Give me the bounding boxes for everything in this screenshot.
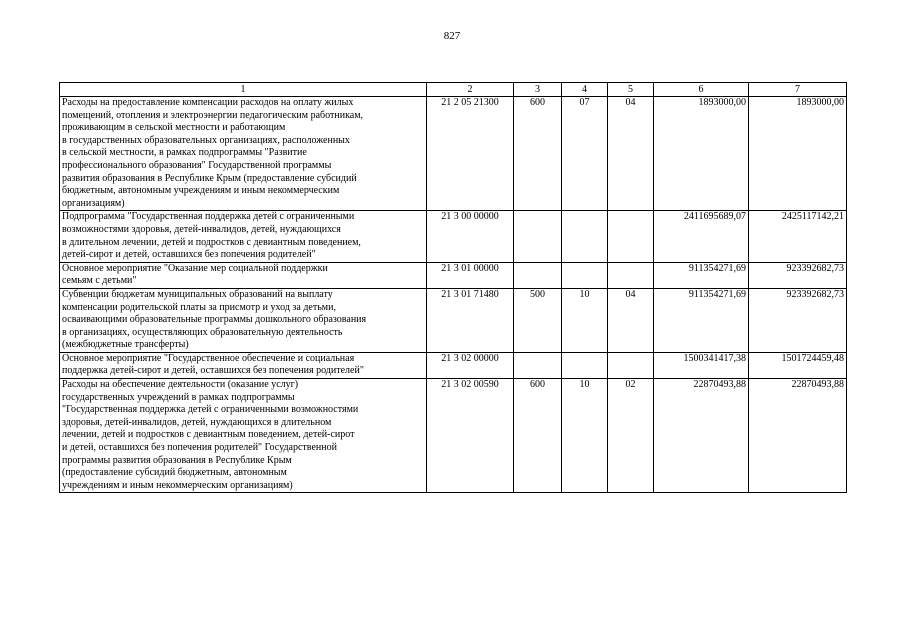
row-amount-6: 1500341417,38 bbox=[654, 352, 749, 378]
description-line: в сельской местности, в рамках подпрограммы "Развитие bbox=[62, 147, 307, 159]
row-col4 bbox=[562, 352, 608, 378]
row-amount-7: 923392682,73 bbox=[749, 262, 847, 288]
description-line: организациям) bbox=[62, 197, 125, 209]
row-amount-6: 2411695689,07 bbox=[654, 211, 749, 262]
row-amount-6: 911354271,69 bbox=[654, 262, 749, 288]
header-col-2: 2 bbox=[427, 83, 514, 97]
description-line: детей-сирот и детей, оставшихся без попечения родителей" bbox=[62, 249, 316, 261]
row-col4: 10 bbox=[562, 288, 608, 352]
row-col5: 04 bbox=[608, 288, 654, 352]
row-amount-6: 911354271,69 bbox=[654, 288, 749, 352]
description-line: "Государственная поддержка детей с ограниченными возможностями bbox=[62, 404, 359, 416]
row-col3 bbox=[514, 211, 562, 262]
description-line: здоровья, детей-инвалидов, детей, нуждающихся в длительном bbox=[62, 416, 332, 428]
table-row bbox=[60, 97, 847, 211]
description-line: развития образования в Республике Крым (предоставление субсидий bbox=[62, 172, 357, 184]
row-col5: 02 bbox=[608, 379, 654, 493]
description-line: бюджетным, автономным учреждениям и иным некоммерческим bbox=[62, 185, 340, 197]
row-col4 bbox=[562, 211, 608, 262]
description-line: поддержка детей-сирот и детей, оставшихся без попечения родителей" bbox=[62, 365, 364, 377]
row-code: 21 3 01 00000 bbox=[427, 262, 514, 288]
header-col-5: 5 bbox=[608, 83, 654, 97]
row-col3 bbox=[514, 262, 562, 288]
description-line: профессионального образования" Государственной программы bbox=[62, 159, 332, 171]
header-col-4: 4 bbox=[562, 83, 608, 97]
row-description bbox=[60, 97, 427, 211]
row-col5 bbox=[608, 211, 654, 262]
row-code: 21 3 02 00000 bbox=[427, 352, 514, 378]
description-line: программы развития образования в Республике Крым bbox=[62, 454, 292, 466]
row-col5 bbox=[608, 262, 654, 288]
row-amount-6: 22870493,88 bbox=[654, 379, 749, 493]
description-line: и детей, оставшихся без попечения родителей" Государственной bbox=[62, 442, 337, 454]
row-col4 bbox=[562, 262, 608, 288]
description-line: учреждениям и иным некоммерческим организациям) bbox=[62, 479, 293, 491]
row-col5 bbox=[608, 352, 654, 378]
description-line: государственных учреждений в рамках подпрограммы bbox=[62, 391, 295, 403]
description-line: Основное мероприятие "Оказание мер социальной поддержки bbox=[62, 262, 328, 274]
description-line: Расходы на предоставление компенсации расходов на оплату жилых bbox=[62, 97, 354, 108]
description-line: (межбюджетные трансферты) bbox=[62, 339, 189, 351]
table-row bbox=[60, 211, 847, 262]
row-col5: 04 bbox=[608, 97, 654, 211]
description-line: компенсации родительской платы за присмотр и уход за детьми, bbox=[62, 301, 336, 313]
row-code: 21 3 00 00000 bbox=[427, 211, 514, 262]
row-col4: 07 bbox=[562, 97, 608, 211]
description-line: возможностями здоровья, детей-инвалидов, детей, нуждающихся bbox=[62, 223, 341, 235]
row-amount-6: 1893000,00 bbox=[654, 97, 749, 211]
header-row bbox=[60, 83, 847, 97]
header-col-6: 6 bbox=[654, 83, 749, 97]
row-col4: 10 bbox=[562, 379, 608, 493]
row-code: 21 3 02 00590 bbox=[427, 379, 514, 493]
budget-table bbox=[59, 82, 847, 493]
table-row bbox=[60, 352, 847, 378]
description-line: в организациях, осуществляющих образовательную деятельность bbox=[62, 326, 343, 338]
row-code: 21 3 01 71480 bbox=[427, 288, 514, 352]
row-description bbox=[60, 211, 427, 262]
row-description bbox=[60, 288, 427, 352]
table-body bbox=[60, 97, 847, 493]
description-line: осваивающими образовательные программы дошкольного образования bbox=[62, 314, 367, 326]
row-code: 21 2 05 21300 bbox=[427, 97, 514, 211]
header-col-7: 7 bbox=[749, 83, 847, 97]
description-line: Подпрограмма "Государственная поддержка детей с ограниченными bbox=[62, 211, 355, 223]
row-amount-7: 22870493,88 bbox=[749, 379, 847, 493]
header-col-3: 3 bbox=[514, 83, 562, 97]
description-line: семьям с детьми" bbox=[62, 275, 137, 287]
row-description bbox=[60, 262, 427, 288]
row-amount-7: 2425117142,21 bbox=[749, 211, 847, 262]
row-description bbox=[60, 352, 427, 378]
description-line: Основное мероприятие "Государственное обеспечение и социальная bbox=[62, 352, 355, 364]
description-line: в длительном лечении, детей и подростков с девиантным поведением, bbox=[62, 236, 361, 248]
description-line: Расходы на обеспечение деятельности (оказание услуг) bbox=[62, 379, 299, 391]
row-col3: 600 bbox=[514, 97, 562, 211]
description-line: Субвенции бюджетам муниципальных образований на выплату bbox=[62, 288, 333, 300]
description-line: лечении, детей и подростков с девиантным поведением, детей-сирот bbox=[62, 429, 355, 441]
description-line: в государственных образовательных организациях, расположенных bbox=[62, 134, 350, 146]
table-row bbox=[60, 288, 847, 352]
row-amount-7: 1893000,00 bbox=[749, 97, 847, 211]
page-number: 827 bbox=[443, 30, 461, 42]
row-col3: 600 bbox=[514, 379, 562, 493]
row-col3: 500 bbox=[514, 288, 562, 352]
row-amount-7: 923392682,73 bbox=[749, 288, 847, 352]
row-col3 bbox=[514, 352, 562, 378]
description-line: (предоставление субсидий бюджетным, автономным bbox=[62, 467, 287, 479]
row-description bbox=[60, 379, 427, 493]
row-amount-7: 1501724459,48 bbox=[749, 352, 847, 378]
table-row bbox=[60, 262, 847, 288]
table-row bbox=[60, 379, 847, 493]
header-col-1: 1 bbox=[60, 83, 427, 97]
description-line: проживающим в сельской местности и работающим bbox=[62, 122, 286, 134]
description-line: помещений, отопления и электроэнергии педагогическим работникам, bbox=[62, 109, 364, 121]
